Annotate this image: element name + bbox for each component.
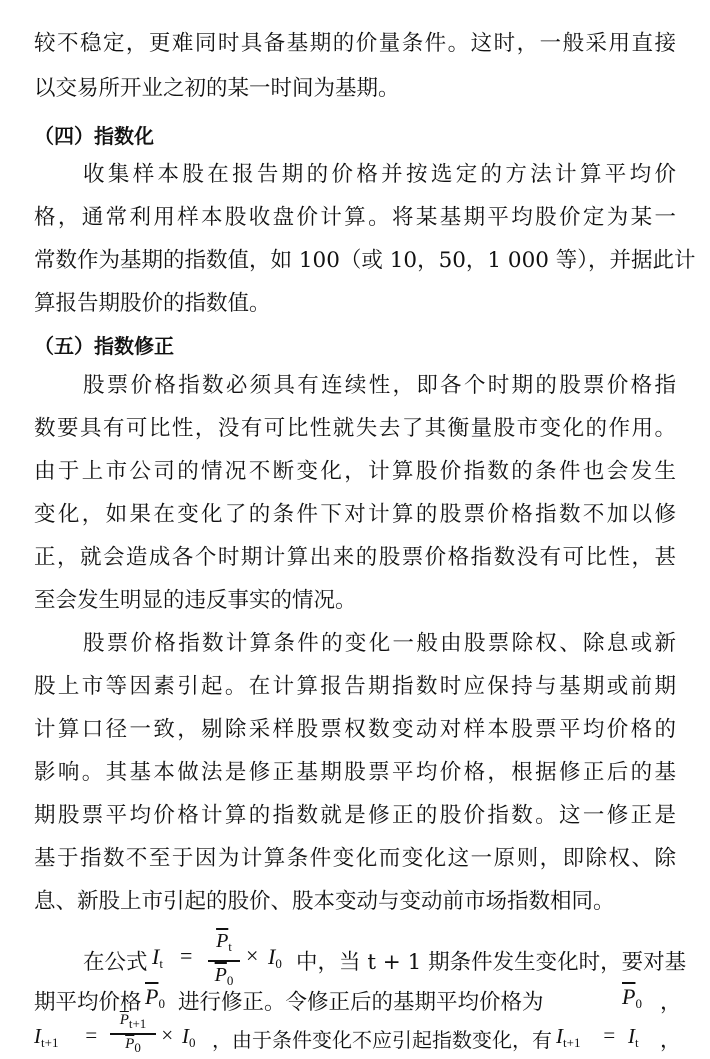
paragraph-line: 以交易所开业之初的某一时间为基期。 [34,76,400,101]
section-heading-4: （四）指数化 [34,124,154,148]
formula2-a: $I_{t+1}$ [556,1024,581,1050]
formula-lhs: $I_t$ [152,944,163,971]
formula-suffix: 中，当 t + 1 期条件发生变化时，要对基 [296,950,687,975]
formula-times: × [246,943,259,968]
paragraph-line: 变化，如果在变化了的条件下对计算的股票价格指数不加以修 [34,502,676,527]
formula2-b: $I_t$ [628,1024,639,1050]
formula-fraction: $\overline{P}_t$ $\overline{P}_0$ [208,930,240,992]
paragraph-line: 收集样本股在报告期的价格并按选定的方法计算平均价 [83,162,676,187]
paragraph-line: 正，就会造成各个时期计算出来的股票价格指数没有可比性，甚 [34,545,676,570]
formula2-equals: = [84,1023,99,1047]
line21-mid: 进行修正。令修正后的基期平均价格为 [178,990,544,1015]
paragraph-line: 基于指数不至于因为计算条件变化而变化这一原则，即除权、除 [34,846,676,871]
formula-prefix: 在公式 [83,950,148,975]
paragraph-line: 常数作为基期的指数值，如 100（或 10，50，1 000 等），并据此计 [34,248,696,273]
p0-symbol: $\overline{P}_0$ [145,984,165,1011]
paragraph-line: 至会发生明显的违反事实的情况。 [34,588,357,613]
paragraph-line: 期股票平均价格计算的指数就是修正的股价指数。这一修正是 [34,803,676,828]
paragraph-line: 股票价格指数必须具有连续性，即各个时期的股票价格指 [83,373,676,398]
formula2-mid: ，由于条件变化不应引起指数变化，有 [212,1028,552,1052]
line21-end: ， [660,990,682,1015]
paragraph-line: 股票价格指数计算条件的变化一般由股票除权、除息或新 [83,631,676,656]
formula2-times: × [160,1023,175,1047]
formula-rhs: $I_0$ [268,944,282,971]
formula2-rhs: $I_0$ [182,1024,196,1050]
paragraph-line: 影响。其基本做法是修正基期股票平均价格，根据修正后的基 [34,760,676,785]
formula-equals: = [180,943,193,968]
paragraph-line: 计算口径一致，剔除采样股票权数变动对样本股票平均价格的 [34,717,676,742]
paragraph-line: 股上市等因素引起。在计算报告期指数时应保持与基期或前期 [34,674,676,699]
section-heading-5: （五）指数修正 [34,334,174,358]
paragraph-line: 息、新股上市引起的股价、股本变动与变动前市场指数相同。 [34,889,615,914]
formula2-fraction: $\overline{P}t+1$ $\overline{P}0$ [110,1012,156,1056]
paragraph-line: 格，通常利用样本股收盘价计算。将某基期平均股价定为某一 [34,205,676,230]
formula2-lhs: $I_{t+1}$ [34,1024,59,1050]
p0-symbol-2: $\overline{P}_0$ [622,984,642,1011]
paragraph-line: 算报告期股价的指数值。 [34,291,271,316]
paragraph-line: 由于上市公司的情况不断变化，计算股价指数的条件也会发生 [34,459,676,484]
formula2-equals-2: = [602,1023,617,1047]
paragraph-line: 数要具有可比性，没有可比性就失去了其衡量股市变化的作用。 [34,416,676,441]
paragraph-line: 较不稳定，更难同时具备基期的价量条件。这时，一般采用直接 [34,31,676,56]
formula2-end: ， [660,1028,681,1052]
line21-prefix: 期平均价格 [34,990,142,1015]
